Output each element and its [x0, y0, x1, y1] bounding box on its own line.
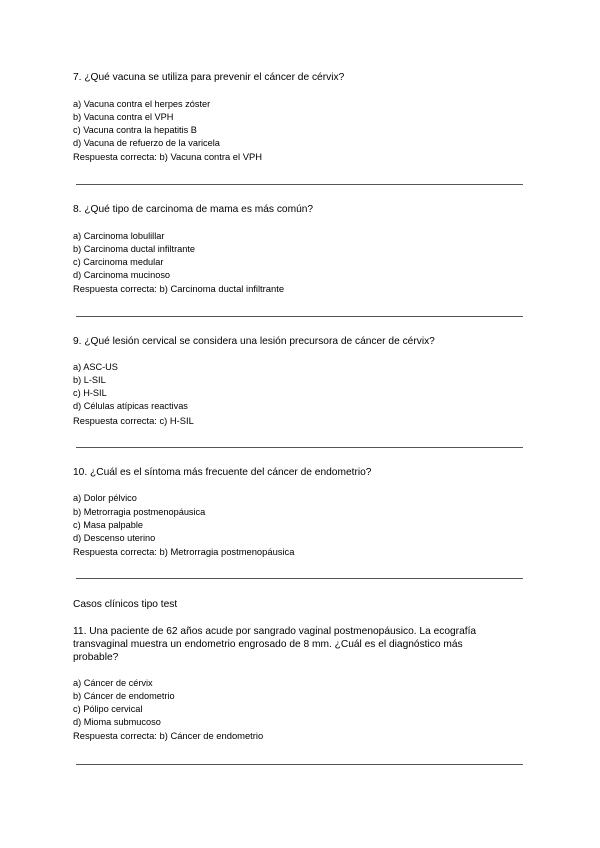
option-7b: b) Vacuna contra el VPH: [73, 112, 174, 122]
separator-rule: [76, 447, 523, 448]
option-8b: b) Carcinoma ductal infiltrante: [73, 244, 196, 254]
case-question-line-2: transvaginal muestra un endometrio engrosado de 8 mm. ¿Cuál es el diagnóstico más: [73, 639, 463, 650]
option-7c: c) Vacuna contra la hepatitis B: [73, 125, 197, 135]
case-question-line-1: 11. Una paciente de 62 años acude por sangrado vaginal postmenopáusico. La ecografía: [73, 626, 477, 637]
option-10d: d) Descenso uterino: [73, 533, 156, 543]
option-9a: a) ASC-US: [73, 362, 118, 372]
question-7: 7. ¿Qué vacuna se utiliza para prevenir el cáncer de cérvix?: [73, 72, 345, 83]
question-8: 8. ¿Qué tipo de carcinoma de mama es más común?: [73, 204, 314, 215]
option-9c: c) H-SIL: [73, 388, 107, 398]
answer-9: Respuesta correcta: c) H-SIL: [73, 415, 194, 426]
option-10b: b) Metrorragia postmenopáusica: [73, 507, 206, 517]
answer-11: Respuesta correcta: b) Cáncer de endometrio: [73, 730, 264, 741]
answer-7: Respuesta correcta: b) Vacuna contra el VPH: [73, 151, 262, 162]
option-11c: c) Pólipo cervical: [73, 704, 143, 714]
question-9: 9. ¿Qué lesión cervical se considera una lesión precursora de cáncer de cérvix?: [73, 336, 435, 347]
option-10a: a) Dolor pélvico: [73, 493, 137, 503]
option-11b: b) Cáncer de endometrio: [73, 691, 175, 701]
option-9d: d) Células atípicas reactivas: [73, 401, 188, 411]
option-10c: c) Masa palpable: [73, 520, 143, 530]
answer-8: Respuesta correcta: b) Carcinoma ductal infiltrante: [73, 283, 285, 294]
case-question-line-3: probable?: [73, 652, 119, 663]
question-10: 10. ¿Cuál es el síntoma más frecuente del cáncer de endometrio?: [73, 467, 372, 478]
separator-rule: [76, 578, 523, 579]
answer-10: Respuesta correcta: b) Metrorragia postmenopáusica: [73, 546, 295, 557]
option-8d: d) Carcinoma mucinoso: [73, 270, 171, 280]
section-title: Casos clínicos tipo test: [73, 599, 178, 610]
option-8c: c) Carcinoma medular: [73, 257, 164, 267]
option-7d: d) Vacuna de refuerzo de la varicela: [73, 138, 220, 148]
separator-rule: [76, 184, 523, 185]
separator-rule: [76, 764, 523, 765]
option-11d: d) Mioma submucoso: [73, 717, 161, 727]
separator-rule: [76, 316, 523, 317]
option-11a: a) Cáncer de cérvix: [73, 678, 153, 688]
option-8a: a) Carcinoma lobulillar: [73, 231, 165, 241]
option-7a: a) Vacuna contra el herpes zóster: [73, 99, 211, 109]
option-9b: b) L-SIL: [73, 375, 106, 385]
